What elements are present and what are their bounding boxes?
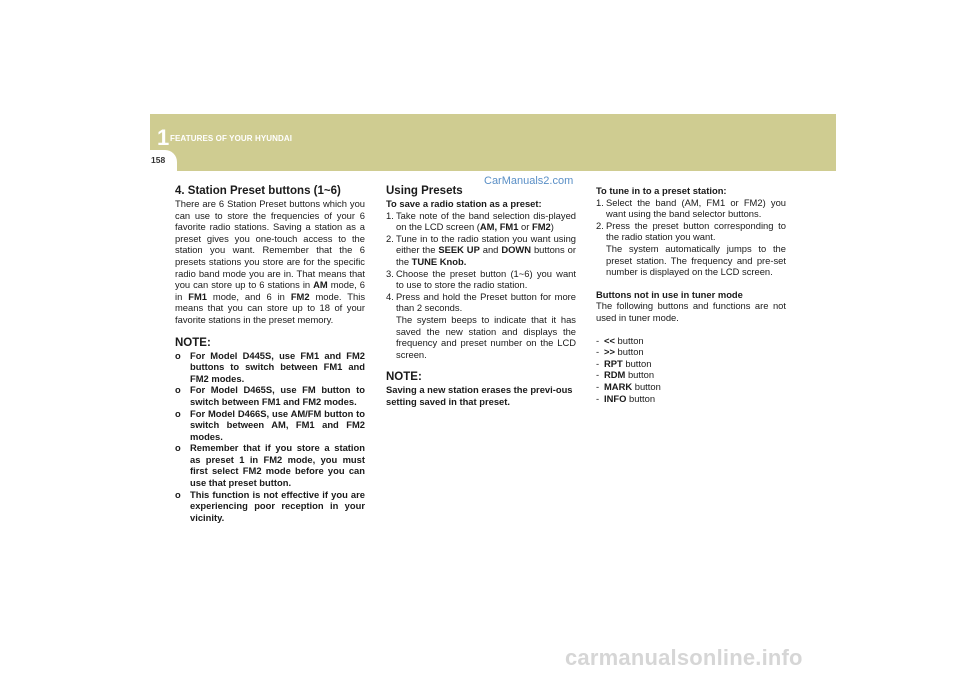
column-2 (386, 185, 576, 408)
list-item: - >> button (596, 346, 644, 358)
chapter-header-band (150, 114, 836, 171)
list-item: - MARK button (596, 380, 661, 392)
step-item: 1. Select the band (AM, FM1 or FM2) you want using the band selector buttons. (596, 196, 786, 220)
column-1 (175, 185, 365, 523)
watermark-top: CarManuals2.com (484, 175, 574, 187)
section-heading-station-preset: 4. Station Preset buttons (1~6) (175, 185, 341, 197)
step-item: 2. Press the preset button corresponding to the radio station you want. The system automatically jumps to the preset station. The frequency and pre-set number is displayed on the LCD screen. (596, 219, 786, 278)
note-item: o This function is not effective if you are experiencing poor reception in your vicinity. (175, 488, 365, 523)
save-preset-subheading: To save a radio station as a preset: (386, 198, 542, 209)
note-item: o For Model D465S, use FM button to switch between FM1 and FM2 modes. (175, 384, 365, 407)
list-item: - INFO button (596, 392, 656, 404)
tune-preset-subheading: To tune in to a preset station: (596, 185, 727, 196)
watermark-bottom: carmanualsonline.info (565, 645, 803, 670)
note-list (175, 350, 365, 524)
station-preset-intro: There are 6 Station Preset buttons which you can use to store the frequencies of your 6 favorite radio stations. Saving a station as a preset gives you one-touch access to the station you want. Remember that the 6 presets stations you store are for the specific radio band mode you are in. That means that you can store up to 6 stations in AM mode, 6 in FM1 mode, and 6 in FM2 mode. This means that you can store up to 18 of your favorite stations in the preset memory. (175, 198, 366, 325)
step-item: 3. Choose the preset button (1~6) you want to use to store the radio station. (386, 267, 576, 291)
chapter-title: FEATURES OF YOUR HYUNDAI (170, 134, 293, 143)
unused-buttons-intro: The following buttons and functions are not used in tuner mode. (596, 300, 786, 323)
section-heading-using-presets: Using Presets (386, 185, 463, 197)
tune-preset-steps (596, 197, 786, 278)
note-item: o For Model D466S, use AM/FM button to switch between AM, FM1 and FM2 modes. (175, 407, 365, 442)
chapter-number: 1 (157, 125, 170, 150)
column-3 (596, 185, 786, 404)
page-number: 158 (151, 155, 166, 165)
note-heading-1: NOTE: (175, 336, 211, 349)
note-item: o For Model D445S, use FM1 and FM2 buttons to switch between FM1 and FM2 modes. (175, 349, 365, 384)
list-item: - RPT button (596, 357, 652, 369)
note-item: o Remember that if you store a station as preset 1 in FM2 mode, you must first select FM2 mode before you can use that preset button. (175, 442, 365, 489)
unused-buttons-list (596, 335, 786, 405)
step-item: 2. Tune in to the radio station you want using either the SEEK UP and DOWN buttons or the TUNE Knob. (386, 232, 576, 267)
list-item: - RDM button (596, 369, 655, 381)
note-text-preset-overwrite: Saving a new station erases the previ-ous setting saved in that preset. (386, 384, 573, 407)
step-item: 4. Press and hold the Preset button for more than 2 seconds. The system beeps to indicate that it has saved the new station and displays the frequency and preset number on the LCD screen. (386, 290, 576, 360)
note-heading-2: NOTE: (386, 371, 422, 384)
list-item: - << button (596, 334, 644, 346)
save-preset-steps (386, 210, 576, 361)
step-item: 1. Take note of the band selection dis-played on the LCD screen (AM, FM1 or FM2) (386, 209, 576, 233)
unused-buttons-heading: Buttons not in use in tuner mode (596, 288, 743, 300)
